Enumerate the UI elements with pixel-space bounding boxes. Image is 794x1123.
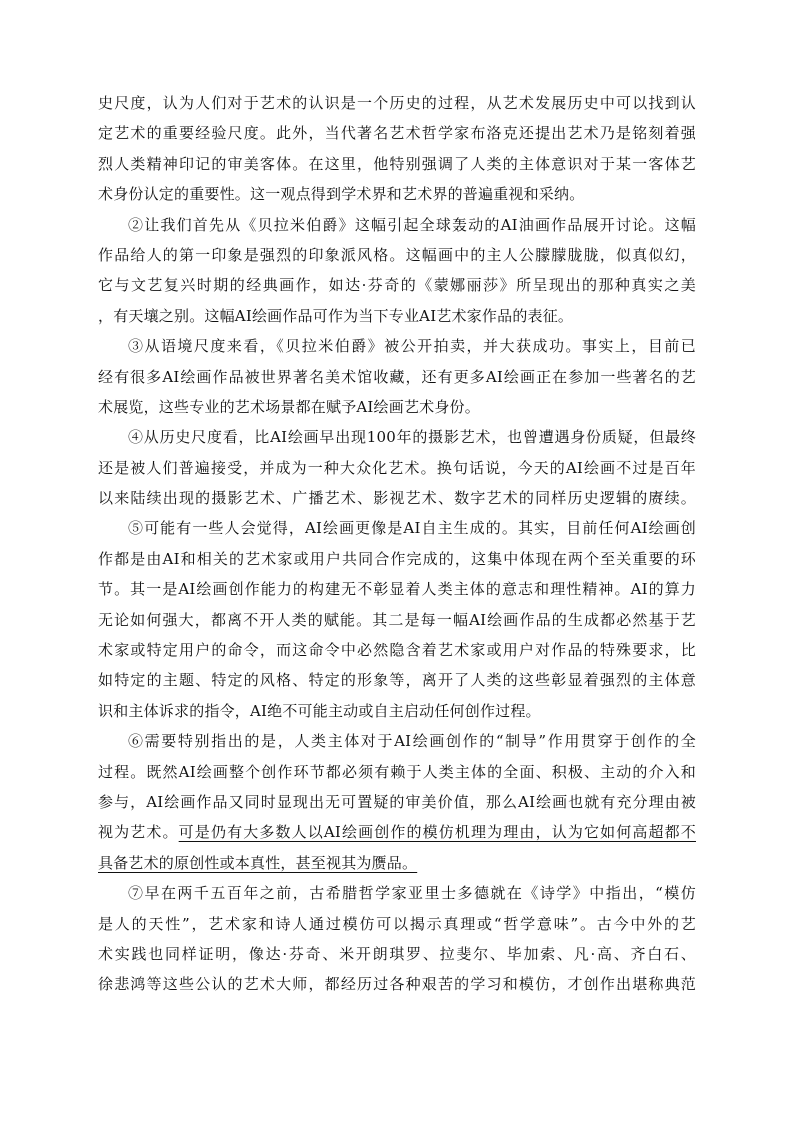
paragraph-1 <box>98 88 696 210</box>
text-line: 还是被人们普遍接受，并成为一种大众化艺术。换句话说，今天的AI绘画不过是百年 <box>98 458 696 477</box>
text-line: 烈人类精神印记的审美客体。在这里，他特别强调了人类的主体意识对于某一客体艺 <box>98 154 696 173</box>
text-line <box>98 848 696 878</box>
text-line: ②让我们首先从《贝拉米伯爵》这幅引起全球轰动的AI油画作品展开讨论。这幅 <box>128 215 696 234</box>
paragraph-5 <box>98 513 696 726</box>
text-line: 无论如何强大，都离不开人类的赋能。其二是每一幅AI绘画作品的生成都必然基于艺 <box>98 610 696 629</box>
paragraph-4 <box>98 422 696 513</box>
text-line: 过程。既然AI绘画整个创作环节都必须有赖于人类主体的全面、积极、主动的介入和 <box>98 762 696 781</box>
paragraph-2 <box>98 210 696 332</box>
text-line: 参与，AI绘画作品又同时显现出无可置疑的审美价值，那么AI绘画也就有充分理由被 <box>98 792 696 811</box>
text-line: 术实践也同样证明，像达·芬奇、米开朗琪罗、拉斐尔、毕加索、凡·高、齐白石、 <box>98 944 696 963</box>
text-line: 术展览，这些专业的艺术场景都在赋予AI绘画艺术身份。 <box>98 397 480 416</box>
text-line: ，有天壤之别。这幅AI绘画作品可作为当下专业AI艺术家作品的表征。 <box>98 306 574 325</box>
text-line: ③从语境尺度来看，《贝拉米伯爵》被公开拍卖，并大获成功。事实上，目前已 <box>128 337 696 356</box>
text-line: ⑦早在两千五百年之前，古希腊哲学家亚里士多德就在《诗学》中指出，“模仿 <box>128 884 696 903</box>
text-line: 史尺度，认为人们对于艺术的认识是一个历史的过程，从艺术发展历史中可以找到认 <box>98 94 696 112</box>
text-line: ⑥需要特别指出的是，人类主体对于AI绘画创作的“制导”作用贯穿于创作的全 <box>128 732 696 751</box>
text-line <box>98 817 696 847</box>
text-line: 作都是由AI和相关的艺术家或用户共同合作完成的，这集中体现在两个至关重要的环 <box>98 549 696 568</box>
text-line: 定艺术的重要经验尺度。此外，当代著名艺术哲学家布洛克还提出艺术乃是铭刻着强 <box>98 124 696 143</box>
text-line: 术身份认定的重要性。这一观点得到学术界和艺术界的普遍重视和采纳。 <box>98 185 585 204</box>
text-line: ④从历史尺度看，比AI绘画早出现100年的摄影艺术，也曾遭遇身份质疑，但最终 <box>128 428 696 447</box>
underlined-sentence: 具备艺术的原创性或本真性，甚至视其为赝品。 <box>98 853 418 872</box>
text-line: 它与文艺复兴时期的经典画作，如达·芬奇的《蒙娜丽莎》所呈现出的那种真实之美 <box>98 276 696 295</box>
plain-segment: 视为艺术。 <box>98 823 179 842</box>
text-line: 是人的天性”，艺术家和诗人通过模仿可以揭示真理或“哲学意味”。古今中外的艺 <box>98 914 696 933</box>
underlined-sentence: 可是仍有大多数人以AI绘画创作的模仿机理为理由，认为它如何高超都不 <box>178 823 696 842</box>
paragraph-7 <box>98 878 696 1000</box>
text-line: 经有很多AI绘画作品被世界著名美术馆收藏，还有更多AI绘画正在参加一些著名的艺 <box>98 367 696 386</box>
text-line: 如特定的主题、特定的风格、特定的形象等，离开了人类的这些彰显着强烈的主体意 <box>98 671 696 690</box>
text-line: 术家或特定用户的命令，而这命令中必然隐含着艺术家或用户对作品的特殊要求，比 <box>98 641 696 660</box>
text-line: 节。其一是AI绘画创作能力的构建无不彰显着人类主体的意志和理性精神。AI的算力 <box>98 580 696 599</box>
text-line: 识和主体诉求的指令，AI绝不可能主动或自主启动任何创作过程。 <box>98 701 541 720</box>
paragraph-3 <box>98 331 696 422</box>
text-line: 以来陆续出现的摄影艺术、广播艺术、影视艺术、数字艺术的同样历史逻辑的赓续。 <box>98 489 696 508</box>
document-page <box>98 88 696 1000</box>
text-line: 作品给人的第一印象是强烈的印象派风格。这幅画中的主人公朦朦胧胧，似真似幻， <box>98 245 696 264</box>
paragraph-6 <box>98 726 696 878</box>
text-line: ⑤可能有一些人会觉得，AI绘画更像是AI自主生成的。其实，目前任何AI绘画创 <box>128 519 696 538</box>
text-line: 徐悲鸿等这些公认的艺术大师，都经历过各种艰苦的学习和模仿，才创作出堪称典范 <box>98 975 696 994</box>
